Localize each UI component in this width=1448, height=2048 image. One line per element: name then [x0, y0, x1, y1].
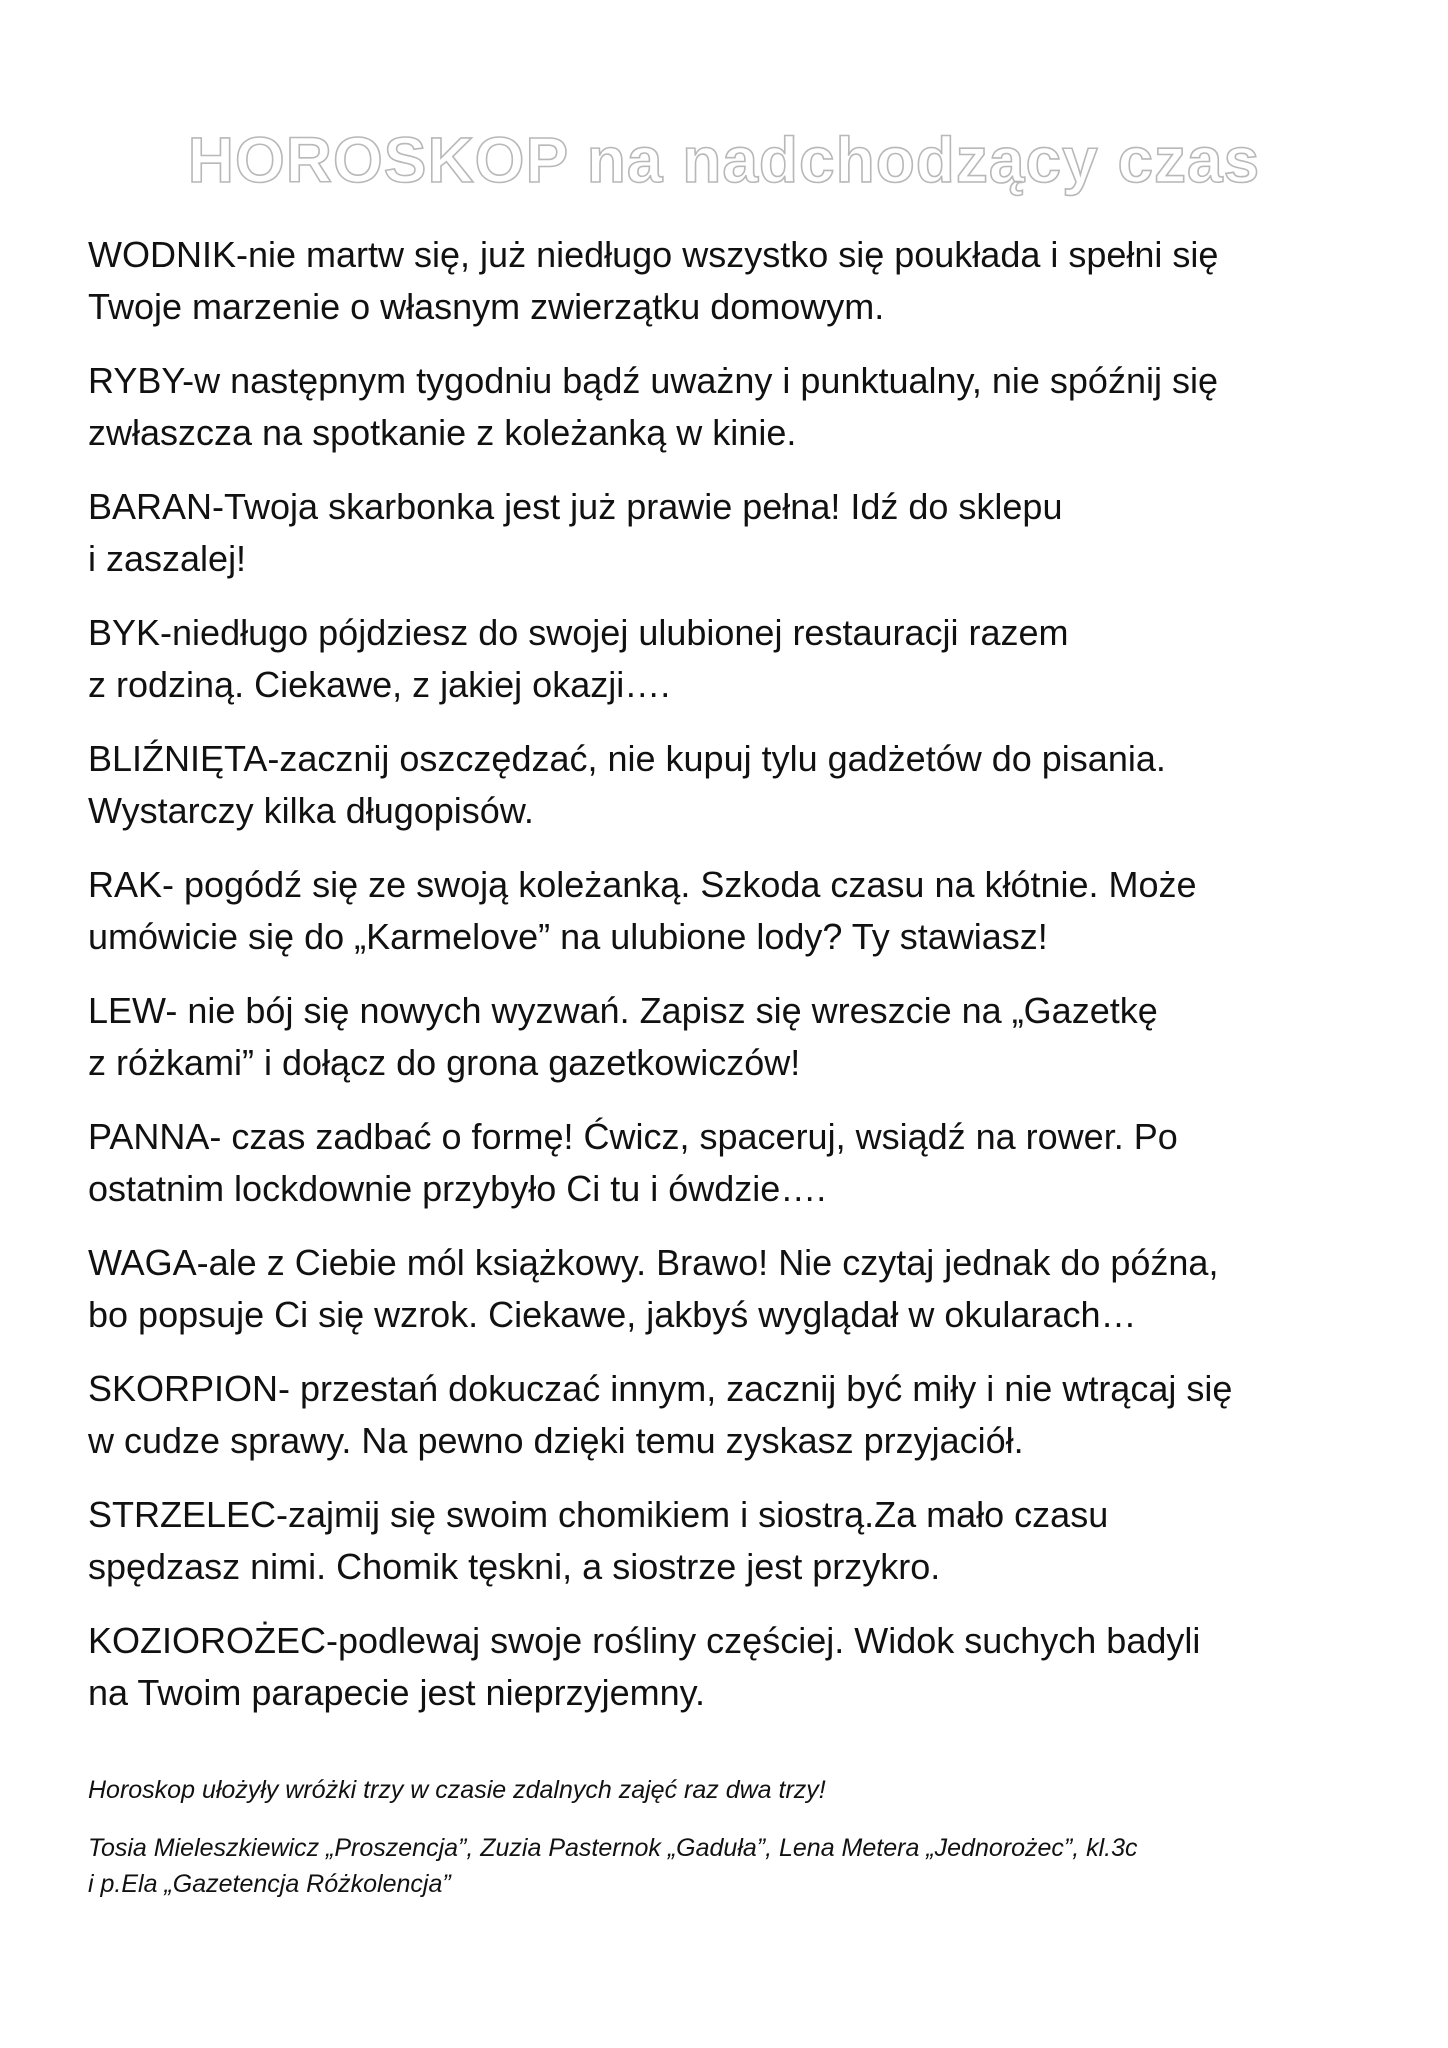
- footer-notes: [88, 1772, 1378, 1924]
- authors-credit: Tosia Mieleszkiewicz „Proszencja”, Zuzia Pasternok „Gaduła”, Lena Metera „Jednorożec”, kl.3c i p.Ela „Gazetencja Różkolencja”: [88, 1834, 1138, 1898]
- horoscope-entry-byk: BYK-niedługo pójdziesz do swojej ulubionej restauracji razem z rodziną. Ciekawe, z jakiej okazji….: [88, 612, 1069, 705]
- horoscope-entry-panna: PANNA- czas zadbać o formę! Ćwicz, spaceruj, wsiądź na rower. Po ostatnim lockdownie przybyło Ci tu i ówdzie….: [88, 1116, 1178, 1209]
- horoscope-list: [88, 229, 1378, 1741]
- page-title: HOROSKOP na nadchodzący czas: [187, 124, 1261, 196]
- horoscope-entry-koziorozec: KOZIOROŻEC-podlewaj swoje rośliny częściej. Widok suchych badyli na Twoim parapecie jest nieprzyjemny.: [88, 1620, 1201, 1713]
- horoscope-entry-wodnik: WODNIK-nie martw się, już niedługo wszystko się poukłada i spełni się Twoje marzenie o własnym zwierzątku domowym.: [88, 234, 1219, 327]
- horoscope-entry-strzelec: STRZELEC-zajmij się swoim chomikiem i siostrą.Za mało czasu spędzasz nimi. Chomik tęskni, a siostrze jest przykro.: [88, 1494, 1109, 1587]
- horoscope-entry-rak: RAK- pogódź się ze swoją koleżanką. Szkoda czasu na kłótnie. Może umówicie się do „Karmelove” na ulubione lody? Ty stawiasz!: [88, 864, 1197, 957]
- horoscope-entry-waga: WAGA-ale z Ciebie mól książkowy. Brawo! Nie czytaj jednak do późna, bo popsuje Ci się wzrok. Ciekawe, jakbyś wyglądał w okularach…: [88, 1242, 1219, 1335]
- footer-note: Horoskop ułożyły wróżki trzy w czasie zdalnych zajęć raz dwa trzy!: [88, 1776, 826, 1804]
- horoscope-entry-ryby: RYBY-w następnym tygodniu bądź uważny i punktualny, nie spóźnij się zwłaszcza na spotkanie z koleżanką w kinie.: [88, 360, 1218, 453]
- horoscope-entry-blizneta: BLIŹNIĘTA-zacznij oszczędzać, nie kupuj tylu gadżetów do pisania. Wystarczy kilka długopisów.: [88, 738, 1166, 831]
- horoscope-entry-skorpion: SKORPION- przestań dokuczać innym, zacznij być miły i nie wtrącaj się w cudze sprawy. Na pewno dzięki temu zyskasz przyjaciół.: [88, 1368, 1233, 1461]
- horoscope-entry-lew: LEW- nie bój się nowych wyzwań. Zapisz się wreszcie na „Gazetkę z różkami” i dołącz do grona gazetkowiczów!: [88, 990, 1158, 1083]
- horoscope-entry-baran: BARAN-Twoja skarbonka jest już prawie pełna! Idź do sklepu i zaszalej!: [88, 486, 1063, 579]
